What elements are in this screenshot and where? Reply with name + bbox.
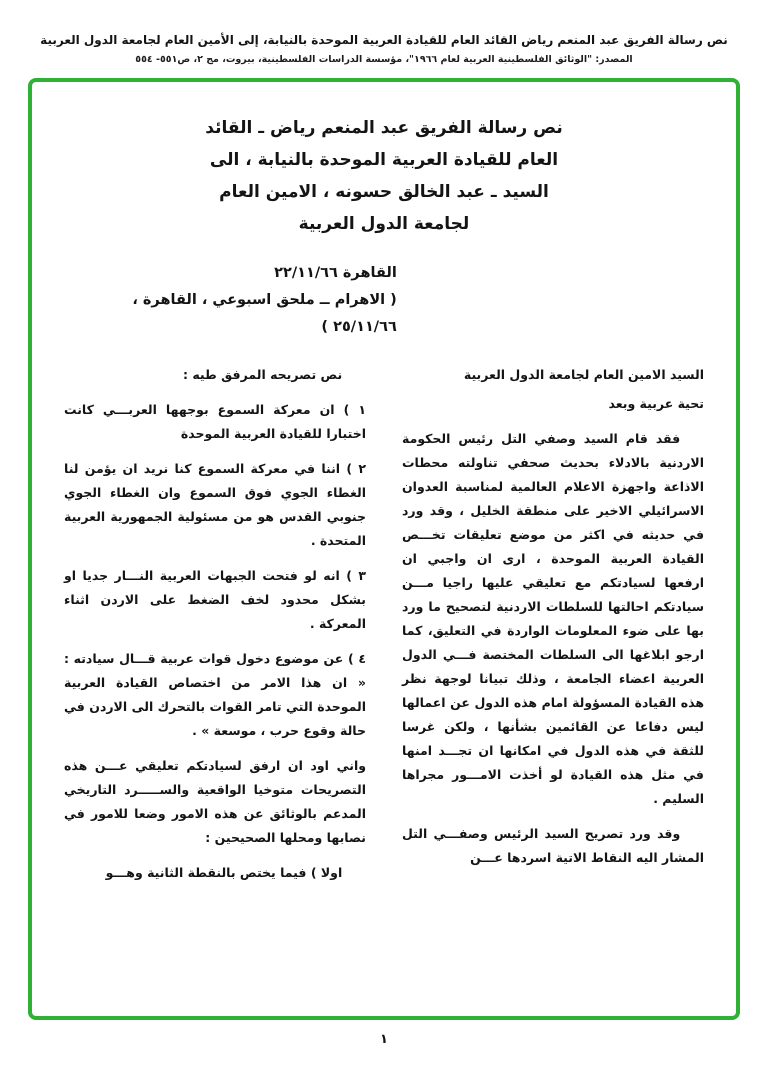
list-item: ٣ ) انه لو فتحت الجبهات العربية النـــار جديا او بشكل محدود لخف الضغط على الاردن اثناء المعركة .: [64, 568, 366, 631]
list-item: ٤ ) عن موضوع دخول قوات عربية قـــال سيادته : « ان هذا الامر من اختصاص القيادة العربية الموحدة التي تامر القوات بالتحرك الى الاردن في حالة وقوع حرب ، موسعة » .: [64, 651, 366, 738]
publication-line-1: ( الاهرام ــ ملحق اسبوعي ، القاهرة ،: [132, 292, 397, 308]
document-frame: [28, 78, 740, 1020]
heading-line-2: العام للقيادة العربية الموحدة بالنيابة ، الى: [209, 150, 559, 170]
greeting-line: تحية عربية وبعد: [608, 396, 704, 411]
page-number: ١: [380, 1032, 388, 1047]
salutation-line: السيد الامين العام لجامعة الدول العربية: [463, 367, 704, 382]
header-source-line: المصدر: "الوثائق الفلسطينية العربية لعام ١٩٦٦"، مؤسسة الدراسات الفلسطينية، بيروت، مج ٢، ص٥٥١- ٥٥٤: [135, 54, 633, 65]
list-item: ١ ) ان معركة السموع بوجهها العربـــي كانت اختبارا للقيادة العربية الموحدة: [64, 402, 366, 441]
list-item: ٢ ) اننا في معركة السموع كنا نريد ان يؤمن لنا الغطاء الجوي فوق السموع وان الغطاء الجوي جنوبي القدس هو من مسئولية الجمهورية العربية المتحدة .: [64, 461, 366, 548]
dateline: القاهرة ٢٢/١١/٦٦: [274, 265, 397, 281]
heading-line-1: نص رسالة الفريق عبد المنعم رياض ـ القائد: [205, 118, 563, 138]
paragraph: واني اود ان ارفق لسيادتكم تعليقي عـــن هذه التصريحات متوخيا الواقعية والســـــرد التاريخي المدعم بالوثائق عن هذه الامور وضعا للامور في نصابها ومحلها الصحيحين :: [64, 758, 366, 845]
page-header: [0, 0, 768, 65]
body-columns: [64, 363, 704, 896]
document-heading: [102, 112, 665, 240]
column-left: [64, 363, 366, 896]
date-block: [64, 260, 397, 341]
header-title: نص رسالة الفريق عبد المنعم رياض القائد العام للقيادة العربية الموحدة بالنيابة، إلى الأمين العام لجامعة الدول العربية: [40, 33, 728, 47]
column-right: [402, 363, 704, 896]
paragraph: فقد قام السيد وصفي التل رئيس الحكومة الاردنية بالادلاء بحديث صحفي تناولته محطات الاذاعة واجهزة الاعلام العالمية لمناسبة العدوان الاسرائيلي الاخير على منطقة الخليل ، وقد ورد في حديثه في اكثر من موضع تعليقات تخـــص القيادة العربية الموحدة ، ارى ان واجبي ان ارفعها لسيادتكم مع تعليقي عليها راجيا مـــن سيادتكم احالتها للسلطات الاردنية لتصحيح ما ورد بها على ضوء المعلومات الواردة في التعليق، كما ارجو ابلاغها الى السلطات المختصة فـــي الدول العربية اعضاء الجامعة ، وذلك تبيانا لوجهة نظر هذه القيادة المسؤولة امام هذه الدول عن اعمالها ليس دفاعا عن القائمين بشأنها ، ولكن غرسا للثقة في هذه الدول في امكانها ان تجـــد امنها في مثل هذه القيادة لو أخذت الامـــور مجراها السليم .: [402, 431, 704, 806]
paragraph: اولا ) فيما يختص بالنقطة الثانية وهـــو: [105, 865, 343, 880]
heading-line-3: السيد ـ عبد الخالق حسونه ، الامين العام: [219, 182, 549, 202]
heading-line-4: لجامعة الدول العربية: [298, 214, 470, 234]
paragraph: نص تصريحه المرفق طيه :: [182, 367, 343, 382]
paragraph: وقد ورد تصريح السيد الرئيس وصفـــي التل المشار اليه النقاط الاتية اسردها عـــن: [402, 826, 704, 865]
publication-line-2: ٢٥/١١/٦٦ ): [321, 319, 397, 335]
